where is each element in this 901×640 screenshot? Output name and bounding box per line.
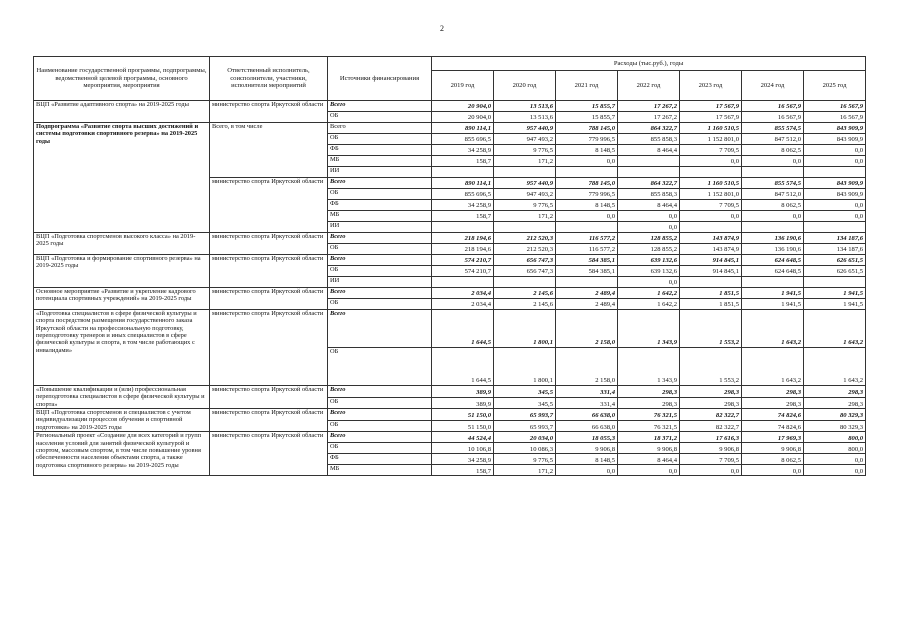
program-name: ВЦП «Подготовка и формирование спортивного резерва» на 2019-2025 годы [34, 255, 210, 288]
amount-cell: 890 114,1 [432, 123, 494, 134]
amount-cell: 9 906,8 [742, 443, 804, 454]
funding-source: Всего [328, 288, 432, 299]
amount-cell [680, 277, 742, 288]
responsible-executor: министерство спорта Иркутской области [210, 178, 328, 233]
amount-cell: 8 464,4 [618, 145, 680, 156]
funding-source: МБ [328, 465, 432, 476]
funding-source: Всего [328, 123, 432, 134]
table-row [34, 255, 866, 266]
amount-cell: 128 855,2 [618, 244, 680, 255]
amount-cell: 639 132,6 [618, 266, 680, 277]
amount-cell [432, 277, 494, 288]
amount-cell: 1 643,2 [804, 310, 866, 348]
responsible-executor: Всего, в том числе [210, 123, 328, 178]
amount-cell: 158,7 [432, 156, 494, 167]
responsible-executor: министерство спорта Иркутской области [210, 233, 328, 255]
amount-cell: 1 941,5 [804, 299, 866, 310]
funding-source: ОБ [328, 348, 432, 386]
amount-cell [494, 222, 556, 233]
amount-cell: 584 385,1 [556, 255, 618, 266]
amount-cell: 389,9 [432, 386, 494, 398]
amount-cell: 8 062,5 [742, 145, 804, 156]
responsible-executor: министерство спорта Иркутской области [210, 310, 328, 386]
funding-source: ОБ [328, 244, 432, 255]
amount-cell: 574 210,7 [432, 266, 494, 277]
amount-cell: 1 644,5 [432, 348, 494, 386]
amount-cell [556, 222, 618, 233]
amount-cell: 1 644,5 [432, 310, 494, 348]
amount-cell: 843 909,9 [804, 178, 866, 189]
amount-cell: 0,0 [804, 200, 866, 211]
amount-cell: 7 709,5 [680, 145, 742, 156]
funding-source: ОБ [328, 420, 432, 432]
amount-cell: 10 106,8 [432, 443, 494, 454]
amount-cell: 864 322,7 [618, 178, 680, 189]
amount-cell: 800,0 [804, 443, 866, 454]
funding-source: ИИ [328, 222, 432, 233]
amount-cell: 345,5 [494, 397, 556, 409]
amount-cell: 0,0 [556, 211, 618, 222]
amount-cell: 7 709,5 [680, 454, 742, 465]
amount-cell: 8 464,4 [618, 454, 680, 465]
amount-cell: 947 493,2 [494, 134, 556, 145]
amount-cell: 2 034,4 [432, 299, 494, 310]
amount-cell [494, 277, 556, 288]
program-name: Подпрограмма «Развитие спорта высших достижений и системы подготовки спортивного резерва» на 2019-2025 годы [34, 123, 210, 233]
amount-cell: 624 648,5 [742, 266, 804, 277]
budget-table [33, 56, 866, 476]
amount-cell: 298,3 [804, 397, 866, 409]
amount-cell: 134 187,6 [804, 233, 866, 244]
amount-cell: 20 904,0 [432, 112, 494, 123]
amount-cell: 143 874,9 [680, 244, 742, 255]
amount-cell: 626 651,5 [804, 266, 866, 277]
funding-source: Всего [328, 310, 432, 348]
amount-cell: 298,3 [618, 386, 680, 398]
amount-cell: 2 145,6 [494, 299, 556, 310]
amount-cell: 331,4 [556, 397, 618, 409]
amount-cell: 0,0 [742, 465, 804, 476]
amount-cell: 855 696,5 [432, 134, 494, 145]
program-name: Основное мероприятие «Развитие и укрепление кадрового потенциала спортивных учреждений» на 2019-2025 годы [34, 288, 210, 310]
amount-cell: 639 132,6 [618, 255, 680, 266]
amount-cell: 0,0 [556, 465, 618, 476]
amount-cell: 80 329,3 [804, 420, 866, 432]
amount-cell [680, 222, 742, 233]
amount-cell: 0,0 [804, 454, 866, 465]
funding-source: МБ [328, 156, 432, 167]
amount-cell [432, 167, 494, 178]
funding-source: Всего [328, 101, 432, 112]
amount-cell: 136 190,6 [742, 233, 804, 244]
amount-cell: 13 513,6 [494, 101, 556, 112]
amount-cell [680, 167, 742, 178]
amount-cell: 16 567,9 [742, 112, 804, 123]
amount-cell: 74 824,6 [742, 409, 804, 421]
amount-cell: 2 158,0 [556, 348, 618, 386]
amount-cell: 800,0 [804, 432, 866, 443]
amount-cell: 128 855,2 [618, 233, 680, 244]
amount-cell: 13 513,6 [494, 112, 556, 123]
amount-cell: 0,0 [680, 211, 742, 222]
amount-cell: 158,7 [432, 465, 494, 476]
amount-cell: 16 567,9 [742, 101, 804, 112]
amount-cell: 218 194,6 [432, 233, 494, 244]
amount-cell: 1 851,5 [680, 288, 742, 299]
amount-cell: 9 776,5 [494, 454, 556, 465]
program-name: ВЦП «Развитие адаптивного спорта» на 2019-2025 годы [34, 101, 210, 123]
amount-cell: 584 385,1 [556, 266, 618, 277]
page-number: 2 [440, 24, 444, 33]
amount-cell: 65 993,7 [494, 420, 556, 432]
amount-cell: 15 855,7 [556, 112, 618, 123]
amount-cell: 843 909,9 [804, 189, 866, 200]
amount-cell: 1 941,5 [742, 288, 804, 299]
amount-cell: 1 800,1 [494, 348, 556, 386]
amount-cell: 0,0 [680, 156, 742, 167]
amount-cell: 957 440,9 [494, 178, 556, 189]
amount-cell: 0,0 [618, 277, 680, 288]
amount-cell: 914 845,1 [680, 255, 742, 266]
amount-cell: 0,0 [680, 465, 742, 476]
amount-cell: 656 747,3 [494, 255, 556, 266]
amount-cell: 855 858,3 [618, 134, 680, 145]
amount-cell: 1 642,2 [618, 299, 680, 310]
funding-source: Всего [328, 432, 432, 443]
amount-cell: 82 322,7 [680, 409, 742, 421]
amount-cell: 1 941,5 [804, 288, 866, 299]
funding-source: ОБ [328, 189, 432, 200]
amount-cell: 9 906,8 [680, 443, 742, 454]
year-header: 2023 год [680, 71, 742, 101]
funding-source: ОБ [328, 134, 432, 145]
responsible-executor: министерство спорта Иркутской области [210, 101, 328, 123]
amount-cell: 44 524,4 [432, 432, 494, 443]
program-name: ВЦП «Подготовка спортсменов и специалистов с учетом индивидуализации процессов обучения и спортивной подготовки» на 2019-2025 годы [34, 409, 210, 432]
amount-cell: 116 577,2 [556, 233, 618, 244]
amount-cell [556, 277, 618, 288]
amount-cell: 298,3 [742, 386, 804, 398]
funding-source: ИИ [328, 167, 432, 178]
amount-cell: 2 489,4 [556, 299, 618, 310]
program-name: «Подготовка специалистов в сфере физической культуры и спорта посредством размещения государственного заказа Иркутской области на профессиональную подготовку, переподготовку тренеров и иных специалистов в сфере физической культуры и спорта, в том числе работающих с инвалидами» [34, 310, 210, 386]
amount-cell: 298,3 [618, 397, 680, 409]
amount-cell: 1 643,2 [742, 348, 804, 386]
amount-cell: 298,3 [742, 397, 804, 409]
amount-cell: 8 148,5 [556, 200, 618, 211]
amount-cell: 9 776,5 [494, 145, 556, 156]
year-header: 2020 год [494, 71, 556, 101]
amount-cell: 788 145,0 [556, 123, 618, 134]
sources-header: Источники финансирования [328, 57, 432, 101]
amount-cell [618, 156, 680, 167]
year-header: 2021 год [556, 71, 618, 101]
funding-source: Всего [328, 409, 432, 421]
amount-cell: 51 150,0 [432, 420, 494, 432]
table-row [34, 123, 866, 134]
responsible-executor: министерство спорта Иркутской области [210, 409, 328, 432]
table-row [34, 310, 866, 348]
funding-source: ОБ [328, 397, 432, 409]
amount-cell: 18 371,2 [618, 432, 680, 443]
amount-cell: 0,0 [618, 211, 680, 222]
amount-cell: 20 034,0 [494, 432, 556, 443]
amount-cell [494, 167, 556, 178]
amount-cell [804, 167, 866, 178]
amount-cell [742, 167, 804, 178]
amount-cell: 624 648,5 [742, 255, 804, 266]
funding-source: ОБ [328, 266, 432, 277]
responsible-executor: министерство спорта Иркутской области [210, 386, 328, 409]
amount-cell: 1 152 801,0 [680, 189, 742, 200]
amount-cell: 1 160 510,5 [680, 178, 742, 189]
funding-source: ОБ [328, 299, 432, 310]
funding-source: Всего [328, 233, 432, 244]
amount-cell: 65 993,7 [494, 409, 556, 421]
amount-cell [742, 277, 804, 288]
amount-cell: 82 322,7 [680, 420, 742, 432]
amount-cell: 76 321,5 [618, 409, 680, 421]
amount-cell: 1 343,9 [618, 348, 680, 386]
amount-cell: 0,0 [804, 156, 866, 167]
amount-cell: 779 996,5 [556, 134, 618, 145]
responsible-executor: министерство спорта Иркутской области [210, 255, 328, 288]
amount-cell: 116 577,2 [556, 244, 618, 255]
funding-source: Всего [328, 178, 432, 189]
funding-source: Всего [328, 386, 432, 398]
amount-cell: 847 512,0 [742, 189, 804, 200]
amount-cell: 17 969,3 [742, 432, 804, 443]
year-header: 2022 год [618, 71, 680, 101]
amount-cell: 134 187,6 [804, 244, 866, 255]
program-name: Региональный проект «Создание для всех категорий и групп населения условий для занятий физической культурой и спортом, массовым спортом, в том числе повышение уровня обеспеченности населения объектами спорта, а также подготовка спортивного резерва» на 2019-2025 годы [34, 432, 210, 476]
funding-source: ОБ [328, 443, 432, 454]
amount-cell: 890 114,1 [432, 178, 494, 189]
amount-cell: 656 747,3 [494, 266, 556, 277]
amount-cell: 66 638,0 [556, 420, 618, 432]
table-row [34, 386, 866, 398]
amount-cell: 855 696,5 [432, 189, 494, 200]
amount-cell: 843 909,9 [804, 123, 866, 134]
amount-cell: 18 055,3 [556, 432, 618, 443]
amount-cell: 0,0 [804, 211, 866, 222]
amount-cell: 76 321,5 [618, 420, 680, 432]
amount-cell: 9 906,8 [618, 443, 680, 454]
amount-cell: 8 148,5 [556, 145, 618, 156]
amount-cell: 0,0 [804, 465, 866, 476]
amount-cell: 957 440,9 [494, 123, 556, 134]
amount-cell: 17 567,9 [680, 101, 742, 112]
year-header: 2025 год [804, 71, 866, 101]
program-header: Наименование государственной программы, подпрограммы, ведомственной целевой программы, основного мероприятия, мероприятия [34, 57, 210, 101]
amount-cell: 74 824,6 [742, 420, 804, 432]
amount-cell: 8 062,5 [742, 200, 804, 211]
table-row [34, 409, 866, 421]
amount-cell: 34 258,9 [432, 145, 494, 156]
funding-source: МБ [328, 211, 432, 222]
amount-cell: 171,2 [494, 465, 556, 476]
amount-cell: 34 258,9 [432, 200, 494, 211]
amount-cell: 298,3 [680, 397, 742, 409]
amount-cell: 1 343,9 [618, 310, 680, 348]
amount-cell: 17 567,9 [680, 112, 742, 123]
amount-cell: 1 941,5 [742, 299, 804, 310]
amount-cell: 0,0 [742, 211, 804, 222]
amount-cell: 218 194,6 [432, 244, 494, 255]
amount-cell: 855 574,5 [742, 178, 804, 189]
amount-cell: 779 996,5 [556, 189, 618, 200]
amount-cell: 574 210,7 [432, 255, 494, 266]
amount-cell: 788 145,0 [556, 178, 618, 189]
amount-cell [804, 222, 866, 233]
amount-cell: 1 800,1 [494, 310, 556, 348]
amount-cell: 947 493,2 [494, 189, 556, 200]
amount-cell: 212 520,3 [494, 244, 556, 255]
amount-cell: 331,4 [556, 386, 618, 398]
amount-cell: 80 329,3 [804, 409, 866, 421]
amount-cell: 843 909,9 [804, 134, 866, 145]
year-header: 2024 год [742, 71, 804, 101]
amount-cell: 51 150,0 [432, 409, 494, 421]
amount-cell: 1 553,2 [680, 348, 742, 386]
amount-cell [556, 167, 618, 178]
amount-cell: 855 858,3 [618, 189, 680, 200]
amount-cell: 298,3 [680, 386, 742, 398]
amount-cell: 8 148,5 [556, 454, 618, 465]
amount-cell: 2 145,6 [494, 288, 556, 299]
responsible-header: Ответственный исполнитель, соисполнители, участники, исполнители мероприятий [210, 57, 328, 101]
table-row [34, 101, 866, 112]
funding-source: ФБ [328, 454, 432, 465]
year-header: 2019 год [432, 71, 494, 101]
amount-cell [804, 277, 866, 288]
funding-source: ИИ [328, 277, 432, 288]
amount-cell: 158,7 [432, 211, 494, 222]
amount-cell: 2 158,0 [556, 310, 618, 348]
funding-source: ФБ [328, 145, 432, 156]
amount-cell: 1 643,2 [742, 310, 804, 348]
amount-cell: 143 874,9 [680, 233, 742, 244]
amount-cell: 1 643,2 [804, 348, 866, 386]
responsible-executor: министерство спорта Иркутской области [210, 288, 328, 310]
amount-cell: 0,0 [618, 465, 680, 476]
amount-cell: 8 062,5 [742, 454, 804, 465]
amount-cell: 17 267,2 [618, 112, 680, 123]
amount-cell: 2 034,4 [432, 288, 494, 299]
amount-cell: 10 086,3 [494, 443, 556, 454]
amount-cell: 9 776,5 [494, 200, 556, 211]
amount-cell: 0,0 [804, 145, 866, 156]
amount-cell: 864 322,7 [618, 123, 680, 134]
funding-source: Всего [328, 255, 432, 266]
amount-cell: 914 845,1 [680, 266, 742, 277]
funding-source: ОБ [328, 112, 432, 123]
responsible-executor: министерство спорта Иркутской области [210, 432, 328, 476]
amount-cell: 7 709,5 [680, 200, 742, 211]
amount-cell: 136 190,6 [742, 244, 804, 255]
amount-cell: 212 520,3 [494, 233, 556, 244]
amount-cell: 9 906,8 [556, 443, 618, 454]
amount-cell: 298,3 [804, 386, 866, 398]
amount-cell: 17 267,2 [618, 101, 680, 112]
expenses-header: Расходы (тыс.руб.), годы [432, 57, 866, 71]
amount-cell: 15 855,7 [556, 101, 618, 112]
table-row [34, 288, 866, 299]
amount-cell: 855 574,5 [742, 123, 804, 134]
amount-cell: 1 851,5 [680, 299, 742, 310]
program-name: «Повышение квалификации и (или) профессиональная переподготовка специалистов в сфере физической культуры и спорта» [34, 386, 210, 409]
amount-cell: 66 638,0 [556, 409, 618, 421]
amount-cell: 1 553,2 [680, 310, 742, 348]
amount-cell [432, 222, 494, 233]
amount-cell: 0,0 [556, 156, 618, 167]
amount-cell: 1 642,2 [618, 288, 680, 299]
amount-cell: 847 512,0 [742, 134, 804, 145]
amount-cell: 16 567,9 [804, 101, 866, 112]
program-name: ВЦП «Подготовка спортсменов высокого класса» на 2019-2025 годы [34, 233, 210, 255]
funding-source: ФБ [328, 200, 432, 211]
amount-cell [618, 167, 680, 178]
table-row [34, 233, 866, 244]
amount-cell: 171,2 [494, 211, 556, 222]
amount-cell: 8 464,4 [618, 200, 680, 211]
amount-cell: 0,0 [618, 222, 680, 233]
table-row [34, 432, 866, 443]
amount-cell: 34 258,9 [432, 454, 494, 465]
amount-cell: 17 616,3 [680, 432, 742, 443]
amount-cell: 626 651,5 [804, 255, 866, 266]
amount-cell: 2 489,4 [556, 288, 618, 299]
amount-cell: 1 160 510,5 [680, 123, 742, 134]
amount-cell: 171,2 [494, 156, 556, 167]
amount-cell [742, 222, 804, 233]
amount-cell: 16 567,9 [804, 112, 866, 123]
amount-cell: 389,9 [432, 397, 494, 409]
amount-cell: 345,5 [494, 386, 556, 398]
amount-cell: 1 152 801,0 [680, 134, 742, 145]
amount-cell: 20 904,0 [432, 101, 494, 112]
amount-cell: 0,0 [742, 156, 804, 167]
